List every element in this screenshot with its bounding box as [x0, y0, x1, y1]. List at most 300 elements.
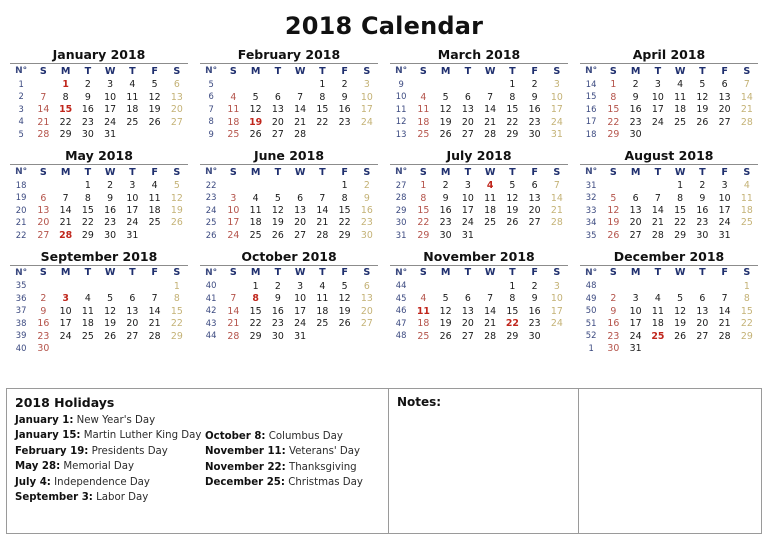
- day-cell[interactable]: 29: [338, 229, 351, 241]
- day-cell[interactable]: 12: [104, 305, 117, 317]
- day-cell[interactable]: 21: [484, 116, 497, 128]
- day-cell[interactable]: 11: [651, 305, 664, 317]
- day-cell[interactable]: 11: [417, 104, 430, 116]
- day-cell[interactable]: 4: [486, 180, 494, 192]
- day-cell[interactable]: 1: [319, 79, 326, 91]
- day-cell[interactable]: 25: [227, 129, 240, 141]
- day-cell[interactable]: 3: [129, 180, 136, 192]
- day-cell[interactable]: 19: [338, 305, 351, 317]
- day-cell[interactable]: 28: [227, 330, 240, 342]
- day-cell[interactable]: 17: [126, 204, 139, 216]
- day-cell[interactable]: 5: [699, 79, 706, 91]
- day-cell[interactable]: 9: [341, 91, 348, 103]
- day-cell[interactable]: 5: [252, 91, 259, 103]
- day-cell[interactable]: 8: [509, 293, 516, 305]
- day-cell[interactable]: 19: [104, 318, 117, 330]
- day-cell[interactable]: 31: [104, 129, 117, 141]
- day-cell[interactable]: 8: [743, 293, 750, 305]
- day-cell[interactable]: 16: [696, 204, 709, 216]
- day-cell[interactable]: 7: [487, 293, 494, 305]
- day-cell[interactable]: 7: [40, 91, 47, 103]
- day-cell[interactable]: 17: [104, 104, 117, 116]
- day-cell[interactable]: 26: [104, 330, 117, 342]
- day-cell[interactable]: 7: [62, 192, 69, 204]
- day-cell[interactable]: 4: [654, 293, 661, 305]
- day-cell[interactable]: 28: [37, 129, 50, 141]
- day-cell[interactable]: 12: [607, 204, 620, 216]
- day-cell[interactable]: 7: [487, 91, 494, 103]
- day-cell[interactable]: 6: [632, 192, 639, 204]
- day-cell[interactable]: 23: [360, 217, 373, 229]
- day-cell[interactable]: 27: [294, 229, 307, 241]
- day-cell[interactable]: 31: [294, 330, 307, 342]
- day-cell[interactable]: 4: [129, 79, 136, 91]
- day-cell[interactable]: 26: [271, 229, 284, 241]
- day-cell[interactable]: 11: [249, 204, 262, 216]
- day-cell[interactable]: 22: [81, 217, 94, 229]
- day-cell[interactable]: 23: [104, 217, 117, 229]
- day-cell[interactable]: 27: [461, 330, 474, 342]
- day-cell[interactable]: 5: [509, 180, 516, 192]
- day-cell[interactable]: 26: [170, 217, 183, 229]
- day-cell[interactable]: 19: [506, 204, 519, 216]
- day-cell[interactable]: 7: [721, 293, 728, 305]
- day-cell[interactable]: 22: [505, 318, 519, 330]
- day-cell[interactable]: 8: [610, 91, 617, 103]
- day-cell[interactable]: 10: [104, 91, 117, 103]
- day-cell[interactable]: 9: [699, 192, 706, 204]
- day-cell[interactable]: 6: [297, 192, 304, 204]
- day-cell[interactable]: 16: [37, 318, 50, 330]
- day-cell[interactable]: 21: [148, 318, 161, 330]
- day-cell[interactable]: 8: [252, 293, 259, 305]
- day-cell[interactable]: 30: [271, 330, 284, 342]
- day-cell[interactable]: 21: [740, 104, 753, 116]
- day-cell[interactable]: 30: [629, 129, 642, 141]
- day-cell[interactable]: 4: [252, 192, 259, 204]
- day-cell[interactable]: 26: [439, 330, 452, 342]
- day-cell[interactable]: 3: [632, 293, 639, 305]
- day-cell[interactable]: 3: [230, 192, 237, 204]
- day-cell[interactable]: 17: [227, 217, 240, 229]
- day-cell[interactable]: 30: [439, 229, 452, 241]
- day-cell[interactable]: 7: [319, 192, 326, 204]
- day-cell[interactable]: 9: [363, 192, 370, 204]
- day-cell[interactable]: 19: [148, 104, 161, 116]
- day-cell[interactable]: 22: [249, 318, 262, 330]
- day-cell[interactable]: 23: [81, 116, 94, 128]
- day-cell[interactable]: 2: [699, 180, 706, 192]
- day-cell[interactable]: 23: [607, 330, 620, 342]
- day-cell[interactable]: 29: [249, 330, 262, 342]
- day-cell[interactable]: 15: [506, 305, 519, 317]
- day-cell[interactable]: 19: [249, 116, 263, 128]
- day-cell[interactable]: 11: [81, 305, 94, 317]
- day-cell[interactable]: 24: [550, 116, 563, 128]
- day-cell[interactable]: 29: [417, 229, 430, 241]
- day-cell[interactable]: 23: [528, 116, 541, 128]
- day-cell[interactable]: 14: [294, 104, 307, 116]
- day-cell[interactable]: 25: [81, 330, 94, 342]
- day-cell[interactable]: 28: [148, 330, 161, 342]
- day-cell[interactable]: 30: [37, 343, 50, 355]
- day-cell[interactable]: 20: [528, 204, 541, 216]
- day-cell[interactable]: 13: [461, 104, 474, 116]
- day-cell[interactable]: 20: [360, 305, 373, 317]
- day-cell[interactable]: 24: [104, 116, 117, 128]
- day-cell[interactable]: 8: [173, 293, 180, 305]
- day-cell[interactable]: 19: [439, 318, 452, 330]
- day-cell[interactable]: 17: [550, 305, 563, 317]
- day-cell[interactable]: 11: [740, 192, 753, 204]
- day-cell[interactable]: 6: [173, 79, 180, 91]
- day-cell[interactable]: 4: [420, 91, 427, 103]
- day-cell[interactable]: 21: [227, 318, 240, 330]
- day-cell[interactable]: 31: [126, 229, 139, 241]
- day-cell[interactable]: 14: [550, 192, 563, 204]
- day-cell[interactable]: 26: [607, 229, 620, 241]
- day-cell[interactable]: 20: [461, 318, 474, 330]
- day-cell[interactable]: 12: [674, 305, 687, 317]
- day-cell[interactable]: 11: [148, 192, 161, 204]
- day-cell[interactable]: 29: [170, 330, 183, 342]
- day-cell[interactable]: 29: [506, 129, 519, 141]
- day-cell[interactable]: 24: [461, 217, 474, 229]
- day-cell[interactable]: 17: [294, 305, 307, 317]
- day-cell[interactable]: 19: [439, 116, 452, 128]
- day-cell[interactable]: 17: [59, 318, 72, 330]
- day-cell[interactable]: 16: [104, 204, 117, 216]
- day-cell[interactable]: 24: [126, 217, 139, 229]
- day-cell[interactable]: 26: [148, 116, 161, 128]
- day-cell[interactable]: 1: [252, 280, 259, 292]
- day-cell[interactable]: 14: [227, 305, 240, 317]
- day-cell[interactable]: 9: [40, 305, 47, 317]
- day-cell[interactable]: 10: [227, 204, 240, 216]
- day-cell[interactable]: 30: [104, 229, 117, 241]
- day-cell[interactable]: 4: [677, 79, 684, 91]
- day-cell[interactable]: 26: [696, 116, 709, 128]
- day-cell[interactable]: 17: [629, 318, 642, 330]
- day-cell[interactable]: 15: [338, 204, 351, 216]
- day-cell[interactable]: 25: [126, 116, 139, 128]
- day-cell[interactable]: 27: [629, 229, 642, 241]
- day-cell[interactable]: 10: [294, 293, 307, 305]
- day-cell[interactable]: 15: [170, 305, 183, 317]
- day-cell[interactable]: 20: [461, 116, 474, 128]
- day-cell[interactable]: 22: [338, 217, 351, 229]
- day-cell[interactable]: 23: [37, 330, 50, 342]
- day-cell[interactable]: 23: [528, 318, 541, 330]
- day-cell[interactable]: 29: [506, 330, 519, 342]
- day-cell[interactable]: 15: [81, 204, 94, 216]
- day-cell[interactable]: 30: [528, 129, 541, 141]
- day-cell[interactable]: 6: [129, 293, 136, 305]
- day-cell[interactable]: 20: [696, 318, 709, 330]
- day-cell[interactable]: 16: [607, 318, 620, 330]
- day-cell[interactable]: 21: [294, 116, 307, 128]
- day-cell[interactable]: 27: [461, 129, 474, 141]
- day-cell[interactable]: 20: [718, 104, 731, 116]
- day-cell[interactable]: 12: [271, 204, 284, 216]
- day-cell[interactable]: 6: [699, 293, 706, 305]
- day-cell[interactable]: 30: [528, 330, 541, 342]
- day-cell[interactable]: 14: [484, 104, 497, 116]
- day-cell[interactable]: 22: [740, 318, 753, 330]
- day-cell[interactable]: 8: [677, 192, 684, 204]
- day-cell[interactable]: 13: [126, 305, 139, 317]
- day-cell[interactable]: 11: [227, 104, 240, 116]
- day-cell[interactable]: 20: [37, 217, 50, 229]
- day-cell[interactable]: 1: [341, 180, 348, 192]
- day-cell[interactable]: 6: [274, 91, 281, 103]
- day-cell[interactable]: 2: [274, 280, 281, 292]
- day-cell[interactable]: 30: [360, 229, 373, 241]
- day-cell[interactable]: 16: [439, 204, 452, 216]
- day-cell[interactable]: 9: [531, 293, 538, 305]
- day-cell[interactable]: 10: [550, 293, 563, 305]
- day-cell[interactable]: 10: [651, 91, 664, 103]
- day-cell[interactable]: 10: [718, 192, 731, 204]
- day-cell[interactable]: 1: [509, 79, 516, 91]
- day-cell[interactable]: 22: [674, 217, 687, 229]
- day-cell[interactable]: 31: [629, 343, 642, 355]
- day-cell[interactable]: 29: [607, 129, 620, 141]
- day-cell[interactable]: 27: [37, 229, 50, 241]
- day-cell[interactable]: 19: [674, 318, 687, 330]
- day-cell[interactable]: 19: [696, 104, 709, 116]
- day-cell[interactable]: 6: [464, 293, 471, 305]
- day-cell[interactable]: 22: [607, 116, 620, 128]
- day-cell[interactable]: 24: [550, 318, 563, 330]
- day-cell[interactable]: 28: [484, 129, 497, 141]
- day-cell[interactable]: 5: [610, 192, 617, 204]
- day-cell[interactable]: 12: [170, 192, 183, 204]
- day-cell[interactable]: 8: [62, 91, 69, 103]
- day-cell[interactable]: 5: [442, 91, 449, 103]
- day-cell[interactable]: 2: [341, 79, 348, 91]
- day-cell[interactable]: 18: [81, 318, 94, 330]
- day-cell[interactable]: 7: [297, 91, 304, 103]
- notes-cell[interactable]: [389, 389, 579, 533]
- day-cell[interactable]: 1: [509, 280, 516, 292]
- day-cell[interactable]: 4: [151, 180, 158, 192]
- day-cell[interactable]: 8: [420, 192, 427, 204]
- day-cell[interactable]: 30: [696, 229, 709, 241]
- day-cell[interactable]: 21: [550, 204, 563, 216]
- day-cell[interactable]: 21: [718, 318, 731, 330]
- day-cell[interactable]: 7: [654, 192, 661, 204]
- day-cell[interactable]: 3: [363, 79, 370, 91]
- day-cell[interactable]: 1: [743, 280, 750, 292]
- day-cell[interactable]: 7: [553, 180, 560, 192]
- day-cell[interactable]: 21: [651, 217, 664, 229]
- day-cell[interactable]: 25: [417, 129, 430, 141]
- day-cell[interactable]: 26: [674, 330, 687, 342]
- day-cell[interactable]: 25: [316, 318, 329, 330]
- day-cell[interactable]: 16: [81, 104, 94, 116]
- day-cell[interactable]: 28: [316, 229, 329, 241]
- day-cell[interactable]: 9: [632, 91, 639, 103]
- day-cell[interactable]: 27: [170, 116, 183, 128]
- day-cell[interactable]: 12: [148, 91, 161, 103]
- day-cell[interactable]: 13: [629, 204, 642, 216]
- day-cell[interactable]: 17: [461, 204, 474, 216]
- day-cell[interactable]: 8: [341, 192, 348, 204]
- day-cell[interactable]: 4: [230, 91, 237, 103]
- day-cell[interactable]: 5: [107, 293, 114, 305]
- day-cell[interactable]: 2: [40, 293, 47, 305]
- day-cell[interactable]: 5: [274, 192, 281, 204]
- day-cell[interactable]: 28: [59, 229, 73, 241]
- day-cell[interactable]: 7: [151, 293, 158, 305]
- day-cell[interactable]: 7: [230, 293, 237, 305]
- day-cell[interactable]: 2: [84, 79, 91, 91]
- day-cell[interactable]: 27: [126, 330, 139, 342]
- day-cell[interactable]: 1: [84, 180, 91, 192]
- day-cell[interactable]: 13: [360, 293, 373, 305]
- day-cell[interactable]: 15: [249, 305, 262, 317]
- day-cell[interactable]: 14: [651, 204, 664, 216]
- day-cell[interactable]: 17: [550, 104, 563, 116]
- day-cell[interactable]: 19: [607, 217, 620, 229]
- day-cell[interactable]: 15: [674, 204, 687, 216]
- day-cell[interactable]: 25: [249, 229, 262, 241]
- day-cell[interactable]: 10: [360, 91, 373, 103]
- day-cell[interactable]: 18: [417, 116, 430, 128]
- day-cell[interactable]: 18: [484, 204, 497, 216]
- day-cell[interactable]: 28: [718, 330, 731, 342]
- day-cell[interactable]: 2: [610, 293, 617, 305]
- day-cell[interactable]: 10: [126, 192, 139, 204]
- day-cell[interactable]: 29: [674, 229, 687, 241]
- day-cell[interactable]: 1: [62, 79, 69, 91]
- day-cell[interactable]: 22: [170, 318, 183, 330]
- day-cell[interactable]: 2: [632, 79, 639, 91]
- day-cell[interactable]: 17: [718, 204, 731, 216]
- day-cell[interactable]: 15: [607, 104, 620, 116]
- day-cell[interactable]: 5: [341, 280, 348, 292]
- day-cell[interactable]: 24: [227, 229, 240, 241]
- day-cell[interactable]: 23: [696, 217, 709, 229]
- day-cell[interactable]: 9: [610, 305, 617, 317]
- day-cell[interactable]: 27: [528, 217, 541, 229]
- day-cell[interactable]: 25: [417, 330, 430, 342]
- day-cell[interactable]: 3: [297, 280, 304, 292]
- day-cell[interactable]: 13: [294, 204, 307, 216]
- day-cell[interactable]: 10: [629, 305, 642, 317]
- day-cell[interactable]: 16: [528, 305, 541, 317]
- day-cell[interactable]: 15: [316, 104, 329, 116]
- day-cell[interactable]: 21: [59, 217, 72, 229]
- day-cell[interactable]: 14: [316, 204, 329, 216]
- day-cell[interactable]: 18: [417, 318, 430, 330]
- day-cell[interactable]: 31: [718, 229, 731, 241]
- day-cell[interactable]: 28: [550, 217, 563, 229]
- day-cell[interactable]: 3: [553, 79, 560, 91]
- day-cell[interactable]: 24: [59, 330, 72, 342]
- day-cell[interactable]: 24: [651, 116, 664, 128]
- day-cell[interactable]: 31: [550, 129, 563, 141]
- day-cell[interactable]: 6: [363, 280, 370, 292]
- day-cell[interactable]: 23: [629, 116, 642, 128]
- day-cell[interactable]: 15: [740, 305, 753, 317]
- day-cell[interactable]: 3: [464, 180, 471, 192]
- day-cell[interactable]: 4: [743, 180, 750, 192]
- day-cell[interactable]: 14: [59, 204, 72, 216]
- day-cell[interactable]: 2: [442, 180, 449, 192]
- day-cell[interactable]: 25: [674, 116, 687, 128]
- day-cell[interactable]: 18: [148, 204, 161, 216]
- day-cell[interactable]: 11: [484, 192, 497, 204]
- day-cell[interactable]: 11: [416, 305, 430, 317]
- day-cell[interactable]: 2: [107, 180, 114, 192]
- day-cell[interactable]: 14: [740, 91, 753, 103]
- day-cell[interactable]: 18: [651, 318, 664, 330]
- day-cell[interactable]: 9: [274, 293, 281, 305]
- day-cell[interactable]: 16: [360, 204, 373, 216]
- day-cell[interactable]: 13: [170, 91, 183, 103]
- day-cell[interactable]: 12: [439, 305, 452, 317]
- day-cell[interactable]: 31: [461, 229, 474, 241]
- day-cell[interactable]: 20: [271, 116, 284, 128]
- day-cell[interactable]: 16: [338, 104, 351, 116]
- day-cell[interactable]: 18: [249, 217, 262, 229]
- day-cell[interactable]: 17: [651, 104, 664, 116]
- day-cell[interactable]: 23: [338, 116, 351, 128]
- day-cell[interactable]: 11: [316, 293, 329, 305]
- day-cell[interactable]: 21: [316, 217, 329, 229]
- day-cell[interactable]: 3: [553, 280, 560, 292]
- day-cell[interactable]: 2: [531, 280, 538, 292]
- day-cell[interactable]: 26: [506, 217, 519, 229]
- day-cell[interactable]: 4: [84, 293, 91, 305]
- day-cell[interactable]: 1: [610, 79, 617, 91]
- day-cell[interactable]: 9: [442, 192, 449, 204]
- day-cell[interactable]: 16: [629, 104, 642, 116]
- day-cell[interactable]: 5: [151, 79, 158, 91]
- day-cell[interactable]: 1: [420, 180, 427, 192]
- day-cell[interactable]: 29: [81, 229, 94, 241]
- day-cell[interactable]: 24: [629, 330, 642, 342]
- day-cell[interactable]: 15: [417, 204, 430, 216]
- day-cell[interactable]: 28: [740, 116, 753, 128]
- day-cell[interactable]: 29: [59, 129, 72, 141]
- day-cell[interactable]: 14: [37, 104, 50, 116]
- day-cell[interactable]: 23: [271, 318, 284, 330]
- day-cell[interactable]: 13: [271, 104, 284, 116]
- day-cell[interactable]: 12: [249, 104, 262, 116]
- day-cell[interactable]: 15: [59, 104, 73, 116]
- day-cell[interactable]: 25: [148, 217, 161, 229]
- day-cell[interactable]: 18: [316, 305, 329, 317]
- day-cell[interactable]: 13: [718, 91, 731, 103]
- day-cell[interactable]: 26: [338, 318, 351, 330]
- day-cell[interactable]: 6: [40, 192, 47, 204]
- day-cell[interactable]: 6: [721, 79, 728, 91]
- day-cell[interactable]: 7: [743, 79, 750, 91]
- day-cell[interactable]: 1: [677, 180, 684, 192]
- day-cell[interactable]: 22: [59, 116, 72, 128]
- day-cell[interactable]: 23: [439, 217, 452, 229]
- day-cell[interactable]: 5: [173, 180, 180, 192]
- day-cell[interactable]: 28: [651, 229, 664, 241]
- day-cell[interactable]: 18: [740, 204, 753, 216]
- day-cell[interactable]: 14: [484, 305, 497, 317]
- day-cell[interactable]: 18: [126, 104, 139, 116]
- day-cell[interactable]: 22: [506, 116, 519, 128]
- day-cell[interactable]: 22: [417, 217, 430, 229]
